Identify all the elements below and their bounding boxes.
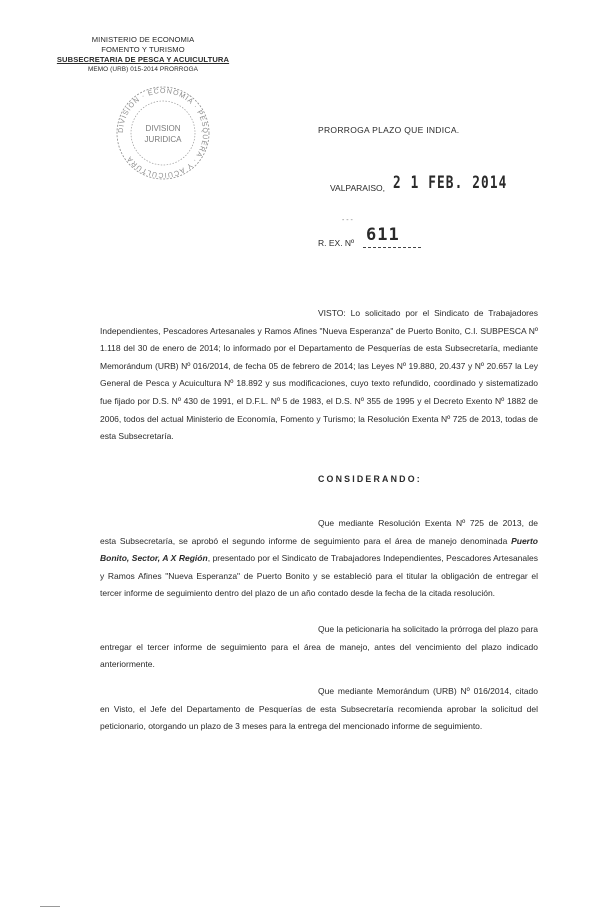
resolution-underline: [363, 247, 421, 248]
ministry-name: MINISTERIO DE ECONOMIA: [91, 35, 195, 44]
visto-text: VISTO: Lo solicitado por el Sindicato de Trabajadores Independientes, Pescadores Artesanales y Ramos Afines "Nueva Esperanza" de Puerto Bonito, C.I. SUBPESCA Nº 1.118 del 30 de enero de 2014; lo informado por el Departamento de Pesquerías de esta Subsecretaría, mediante Memorándum (URB) Nº 016/2014, de fecha 05 de febrero de 2014; las Leyes Nº 19.880, 20.437 y Nº 20.657 la Ley General de Pesca y Acuicultura Nº 18.892 y sus modificaciones, cuyo texto refundido, coordinado y sistematizado fue fijado por D.S. Nº 430 de 1991, el D.F.L. Nº 5 de 1983, el D.S. Nº 355 de 1995 y el Decreto Exento Nº 1882 de 2006, todos del actual Ministerio de Economía, Fomento y Turismo; la Resolución Exenta Nº 725 de 2013, todas de esta Subsecretaría.: [100, 308, 538, 442]
undersecretariat-name: SUBSECRETARIA DE PESCA Y ACUICULTURA: [56, 55, 230, 64]
letterhead: [48, 35, 238, 75]
memo-reference: MEMO (URB) 015-2014 PRORROGA: [87, 66, 199, 73]
official-stamp: [108, 83, 218, 183]
ministry-subname: FOMENTO Y TURISMO: [101, 45, 185, 54]
visto-paragraph: [100, 305, 538, 446]
considerando-paragraph-2: [100, 621, 538, 674]
stamp-ring-text: DIVISION · ECONOMÍA · PESQUERA · Y ACUICULTURA: [117, 87, 209, 179]
p1-text-a: Que mediante Resolución Exenta Nº 725 de 2013, de esta Subsecretaría, se aprobó el segundo informe de seguimiento para el área de manejo denominada: [100, 518, 538, 546]
stamp-center-line1: DIVISION: [145, 124, 181, 133]
p2-text: Que la peticionaria ha solicitado la prórroga del plazo para entregar el tercer informe de seguimiento para el área de manejo, antes del vencimiento del plazo indicado anteriormente.: [100, 624, 538, 670]
date-label: VALPARAISO,: [330, 183, 385, 193]
p3-text: Que mediante Memorándum (URB) Nº 016/2014, citado en Visto, el Jefe del Departamento de Pesquerías de esta Subsecretaría recomienda aprobar la solicitud del peticionario, otorgando un plazo de 3 meses para la entrega del mencionado informe de seguimiento.: [100, 686, 538, 732]
resolution-small-mark: - - -: [342, 217, 353, 224]
resolution-number: 611: [366, 225, 400, 245]
stamp-center-line2: JURIDICA: [144, 135, 182, 144]
svg-text:DIVISION · ECONOMÍA · PESQUERA: [118, 88, 208, 178]
resolution-label: R. EX. Nº: [318, 238, 355, 248]
considerando-paragraph-3: [100, 683, 538, 736]
considerando-heading: CONSIDERANDO:: [318, 474, 422, 484]
page-edge-mark: [40, 906, 60, 907]
p1-text-c: , presentado por el Sindicato de Trabajadores Independientes, Pescadores Artesanales y Ramos Afines "Nueva Esperanza" de Puerto Bonito y se estableció para el titular la obligación de entregar el tercer informe de seguimiento dentro del plazo de un año contado desde la fecha de la citada resolución.: [100, 553, 539, 599]
date-value: 2 1 FEB. 2014: [393, 173, 508, 193]
considerando-paragraph-1: [100, 515, 538, 603]
p1-area-name: Puerto Bonito, Sector, A X Región: [100, 535, 538, 564]
document-title: PRORROGA PLAZO QUE INDICA.: [318, 125, 460, 135]
